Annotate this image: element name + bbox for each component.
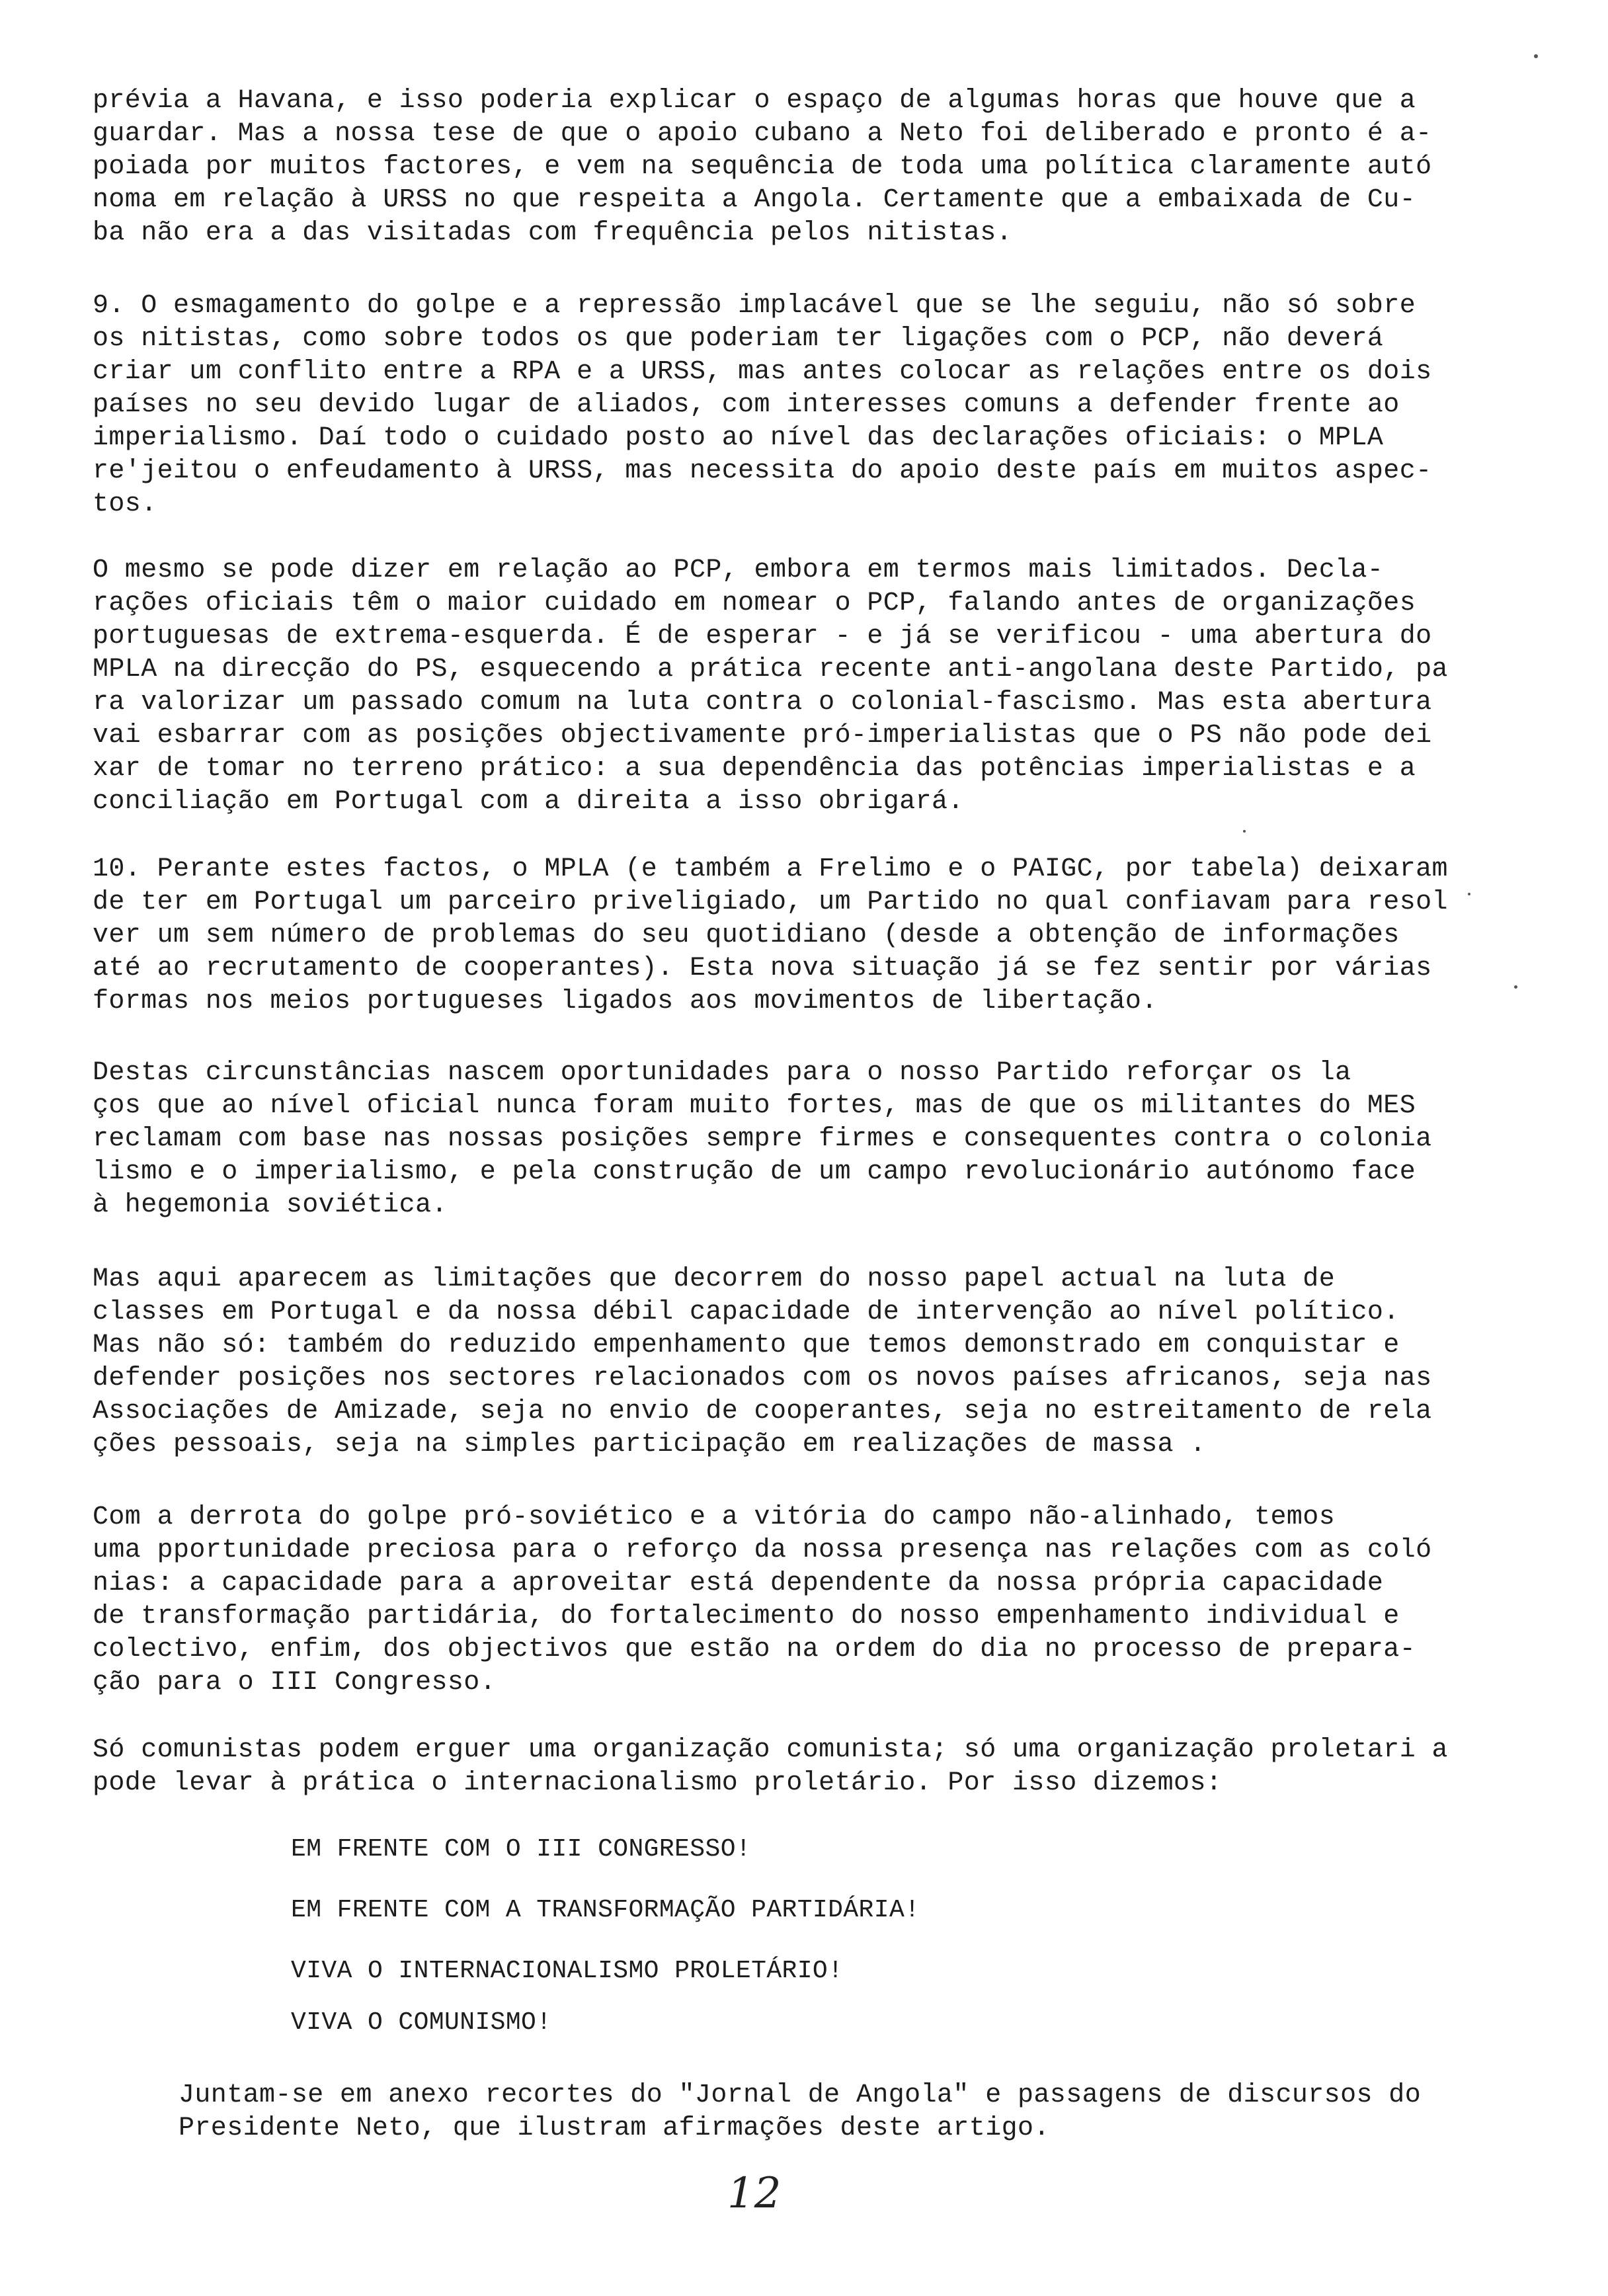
text-line: rações oficiais têm o maior cuidado em nomear o PCP, falando antes de organizações xyxy=(93,589,1416,618)
slogan: EM FRENTE COM O III CONGRESSO! xyxy=(291,1835,752,1864)
text-line: xar de tomar no terreno prático: a sua dependência das potências imperialistas e a xyxy=(93,754,1416,784)
text-line: guardar. Mas a nossa tese de que o apoio cubano a Neto foi deliberado e pronto é a- xyxy=(93,119,1432,149)
paragraph-10 xyxy=(93,853,1481,1018)
slogan-list xyxy=(291,1833,1415,2039)
closing-note xyxy=(179,2079,1501,2145)
paragraph-9 xyxy=(93,290,1481,521)
text-line: noma em relação à URSS no que respeita a Angola. Certamente que a embaixada de Cu- xyxy=(93,185,1416,215)
text-line: poiada por muitos factores, e vem na sequência de toda uma política claramente autó xyxy=(93,152,1432,182)
text-line: classes em Portugal e da nossa débil capacidade de intervenção ao nível político. xyxy=(93,1297,1400,1327)
slogan: EM FRENTE COM A TRANSFORMAÇÃO PARTIDÁRIA! xyxy=(291,1896,920,1924)
scan-speck xyxy=(1514,985,1517,989)
text-line: Mas não só: também do reduzido empenhamento que temos demonstrado em conquistar e xyxy=(93,1331,1400,1360)
paragraph-number: 9. xyxy=(93,291,125,321)
text-line: Juntam-se em anexo recortes do "Jornal de Angola" e passagens de discursos do xyxy=(179,2080,1422,2110)
text-line: Presidente Neto, que ilustram afirmações deste artigo. xyxy=(179,2113,1050,2143)
paragraph-circunstancias xyxy=(93,1057,1481,1222)
text-line: vai esbarrar com as posições objectivamente pró-imperialistas que o PS não pode dei xyxy=(93,721,1432,751)
text-line: ços que ao nível oficial nunca foram muito fortes, mas de que os militantes do MES xyxy=(93,1091,1416,1121)
slogan: VIVA O INTERNACIONALISMO PROLETÁRIO! xyxy=(291,1957,844,1985)
text-line: colectivo, enfim, dos objectivos que estão na ordem do dia no processo de prepara- xyxy=(93,1635,1416,1664)
text-line xyxy=(93,290,1481,323)
text-line: ção para o III Congresso. xyxy=(93,1668,497,1698)
page-number: 12 xyxy=(727,2169,782,2218)
paragraph-limitacoes xyxy=(93,1263,1481,1461)
text-line: prévia a Havana, e isso poderia explicar o espaço de algumas horas que houve que a xyxy=(93,86,1416,116)
text-line: uma pportunidade preciosa para o reforço da nossa presença nas relações com as coló xyxy=(93,1536,1432,1565)
text-line: O mesmo se pode dizer em relação ao PCP, embora em termos mais limitados. Decla- xyxy=(93,555,1384,585)
text-line: tos. xyxy=(93,489,157,519)
text-line: MPLA na direcção do PS, esquecendo a prática recente anti-angolana deste Partido, pa xyxy=(93,655,1448,684)
text-line: portuguesas de extrema-esquerda. É de esperar - e já se verificou - uma abertura do xyxy=(93,622,1432,651)
text-line-content: Perante estes factos, o MPLA (e também a Frelimo e o PAIGC, por tabela) deixaram xyxy=(157,854,1448,884)
text-line: re'jeitou o enfeudamento à URSS, mas necessita do apoio deste país em muitos aspec- xyxy=(93,456,1432,486)
scan-speck xyxy=(1468,893,1470,895)
scan-speck xyxy=(1243,830,1246,833)
text-line: ver um sem número de problemas do seu quotidiano (desde a obtenção de informações xyxy=(93,921,1400,950)
text-line: Destas circunstâncias nascem oportunidades para o nosso Partido reforçar os la xyxy=(93,1058,1351,1088)
text-line: criar um conflito entre a RPA e a URSS, mas antes colocar as relações entre os dois xyxy=(93,357,1432,387)
text-line xyxy=(93,853,1481,886)
text-line: ra valorizar um passado comum na luta contra o colonial-fascismo. Mas esta abertura xyxy=(93,688,1432,718)
text-line: conciliação em Portugal com a direita a isso obrigará. xyxy=(93,787,964,817)
text-line: ba não era a das visitadas com frequência pelos nitistas. xyxy=(93,218,1013,248)
text-line: Com a derrota do golpe pró-soviético e a vitória do campo não-alinhado, temos xyxy=(93,1502,1336,1532)
scan-speck xyxy=(1534,54,1538,58)
text-line: reclamam com base nas nossas posições sempre firmes e consequentes contra o colonia xyxy=(93,1124,1432,1154)
text-line: os nitistas, como sobre todos os que poderiam ter ligações com o PCP, não deverá xyxy=(93,324,1384,354)
text-line-content: O esmagamento do golpe e a repressão implacável que se lhe seguiu, não só sobre xyxy=(141,291,1416,321)
text-line: de transformação partidária, do fortalecimento do nosso empenhamento individual e xyxy=(93,1602,1400,1631)
text-line: ções pessoais, seja na simples participação em realizações de massa . xyxy=(93,1430,1206,1459)
paragraph-comunistas xyxy=(93,1734,1481,1800)
paragraph-pcp xyxy=(93,554,1481,819)
text-line: até ao recrutamento de cooperantes). Esta nova situação já se fez sentir por várias xyxy=(93,954,1432,983)
paragraph-havana xyxy=(93,85,1481,250)
text-line: países no seu devido lugar de aliados, com interesses comuns a defender frente ao xyxy=(93,390,1400,420)
text-line: formas nos meios portugueses ligados aos movimentos de libertação. xyxy=(93,987,1158,1016)
paragraph-derrota xyxy=(93,1501,1481,1700)
text-line: de ter em Portugal um parceiro priveligiado, um Partido no qual confiavam para resol xyxy=(93,887,1448,917)
slogan: VIVA O COMUNISMO! xyxy=(291,2008,552,2037)
text-line: defender posições nos sectores relacionados com os novos países africanos, seja nas xyxy=(93,1364,1432,1393)
text-line: à hegemonia soviética. xyxy=(93,1190,448,1220)
text-line: pode levar à prática o internacionalismo proletário. Por isso dizemos: xyxy=(93,1768,1223,1798)
text-line: nias: a capacidade para a aproveitar está dependente da nossa própria capacidade xyxy=(93,1569,1384,1598)
text-line: lismo e o imperialismo, e pela construção de um campo revolucionário autónomo face xyxy=(93,1157,1416,1187)
paragraph-number: 10. xyxy=(93,854,141,884)
text-line: imperialismo. Daí todo o cuidado posto ao nível das declarações oficiais: o MPLA xyxy=(93,423,1384,453)
text-line: Só comunistas podem erguer uma organização comunista; só uma organização proletari a xyxy=(93,1735,1448,1765)
text-line: Mas aqui aparecem as limitações que decorrem do nosso papel actual na luta de xyxy=(93,1264,1336,1294)
text-line: Associações de Amizade, seja no envio de cooperantes, seja no estreitamento de rela xyxy=(93,1397,1432,1426)
